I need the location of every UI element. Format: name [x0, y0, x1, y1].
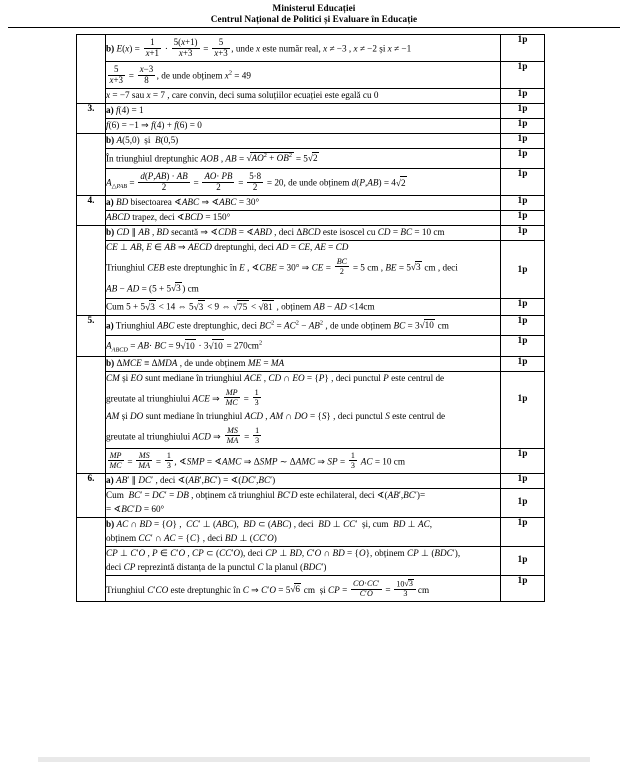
row-number-cell: 5.	[77, 315, 106, 356]
solution-table	[76, 34, 545, 602]
table-row	[77, 356, 545, 371]
solution-cell	[106, 299, 501, 315]
table-row	[77, 169, 545, 196]
solution-cell	[106, 546, 501, 575]
table-row	[77, 299, 545, 315]
solution-cell	[106, 448, 501, 473]
solution-cell	[106, 62, 501, 89]
points-cell: 1p	[501, 89, 545, 104]
points-cell: 1p	[501, 133, 545, 148]
points-cell: 1p	[501, 196, 545, 211]
points-cell	[501, 371, 545, 448]
solution-line: b) E(x) = $\frac{1}{x+1}$ · $\frac{5(x+1)}{x+3}$ = $\frac{5}{x+3}$ , unde x este număr real, x ≠ −3 , x ≠ −2 și x ≠ −1	[106, 37, 412, 59]
row-number-cell	[77, 35, 106, 104]
solution-cell	[106, 473, 501, 488]
points-cell: 1p	[501, 473, 545, 488]
solution-cell	[106, 35, 501, 62]
solution-cell	[106, 517, 501, 546]
points-cell: 1p	[501, 148, 545, 168]
points-cell	[501, 546, 545, 575]
solution-line: Cum 5 + 5√3 < 14 ⇔ 5√3 < 9 ⇔ √75 < √81 , obținem AB − AD <14cm	[106, 301, 375, 312]
points-cell: 1p	[501, 575, 545, 602]
points-cell: 1p	[501, 299, 545, 315]
solution-table-wrapper	[76, 34, 544, 602]
solution-line: a) BD bisectoarea ∢ABC ⇒ ∢ABC = 30°	[106, 197, 260, 208]
solution-cell	[106, 103, 501, 118]
solution-line: b) AC ∩ BD = {O} , CC′ ⊥ (ABC), BD ⊂ (ABC) , deci BD ⊥ CC′ și, cum BD ⊥ AC,	[106, 518, 432, 529]
table-row	[77, 118, 545, 133]
solution-line: greutate al triunghiului ACD ⇒ $\frac{MS}{MA}$ = $\frac{1}{3}$	[106, 425, 260, 445]
points-cell	[501, 488, 545, 517]
points-cell: 1p	[501, 103, 545, 118]
solution-cell	[106, 89, 501, 104]
solution-cell	[106, 169, 501, 196]
points-cell: 1p	[501, 169, 545, 196]
solution-line: AB − AD = (5 + 5√3 ) cm	[106, 283, 199, 294]
solution-line: b) ΔMCE ≡ ΔMDA , de unde obținem ME = MA	[106, 357, 285, 368]
solution-line: $A_{ABCD} = AB\cdot$ BC = $9√10 \cdot 3√10 = 270cm^2$	[106, 339, 263, 354]
solution-cell	[106, 575, 501, 602]
solution-line: $\frac{MP}{MC}$ = $\frac{MS}{MA}$ = $\frac{1}{3}$ , ∢SMP = ∢AMC ⇒ ΔSMP ∼ ΔAMC ⇒ SP = $\frac{1}{3}$ AC = 10 cm	[109, 450, 405, 470]
solution-line: b) CD ∥ AB , BD secantă ⇒ ∢CDB = ∢ABD , deci ΔBCD este isoscel cu CD = BC = 10 cm	[106, 226, 445, 237]
table-row	[77, 546, 545, 575]
table-row	[77, 371, 545, 448]
solution-line: CE ⊥ AB, E ∈ AB ⇒ AECD dreptunghi, deci AD = CE, AE = CD	[106, 241, 349, 252]
solution-cell	[106, 240, 501, 299]
points-cell: 1p	[501, 315, 545, 335]
header-center: Centrul Național de Politici și Evaluare în Educație	[210, 14, 418, 25]
table-row	[77, 575, 545, 602]
row-number-cell	[77, 517, 106, 601]
points-value: 1p	[517, 393, 528, 404]
solution-cell	[106, 211, 501, 226]
solution-line: Triunghiul C′CO este dreptunghic în C ⇒ C′O = 5√6 cm și CP = $\frac{CO\cdot CC'}{C'O}$ = $\frac{10√3}{3}$ cm	[106, 579, 430, 598]
row-number-cell	[77, 225, 106, 315]
table-row	[77, 196, 545, 211]
solution-cell	[106, 488, 501, 517]
solution-cell	[106, 315, 501, 335]
solution-line: Cum BC′ = DC′ = DB , obținem că triunghiul BC′D este echilateral, deci ∢(AB′,BC′)=	[106, 489, 426, 500]
table-row	[77, 315, 545, 335]
solution-line: $A_{\triangle PAB}$ = $\frac{d(P,AB) \cdot AB}{2}$ = $\frac{AO\cdot PB}{2}$ = $\frac{5\cdot 8}{2}$ = 20, de unde obținem d(P,AB) = 4√2	[106, 171, 406, 192]
solution-line: a) AB′ ∥ DC′ , deci ∢(AB′,BC′) = ∢(DC′,BC′)	[106, 474, 276, 485]
table-row	[77, 133, 545, 148]
row-number-cell	[77, 356, 106, 473]
table-row	[77, 211, 545, 226]
table-row	[77, 148, 545, 168]
points-value: 1p	[517, 554, 528, 565]
solution-line: greutate al triunghiului ACE ⇒ $\frac{MP}{MC}$ = $\frac{1}{3}$	[106, 387, 259, 407]
table-row	[77, 62, 545, 89]
table-row	[77, 488, 545, 517]
table-row	[77, 89, 545, 104]
solution-cell	[106, 118, 501, 133]
solution-line: CM și EO sunt mediane în triunghiul ACE , CD ∩ EO = {P} , deci punctul P este centrul de	[106, 372, 445, 383]
header-divider	[8, 27, 620, 28]
row-number-cell	[77, 133, 106, 195]
row-number-cell: 4.	[77, 196, 106, 226]
points-cell: 1p	[501, 35, 545, 62]
row-number-cell: 3.	[77, 103, 106, 133]
table-row	[77, 35, 545, 62]
points-cell: 1p	[501, 225, 545, 240]
points-cell: 1p	[501, 211, 545, 226]
solution-line: x = −7 sau x = 7 , care convin, deci suma soluțiilor ecuației este egală cu 0	[106, 90, 379, 100]
table-row	[77, 517, 545, 546]
solution-line: În triunghiul dreptunghic AOB , AB = $√AO^2 + OB^2 = 5√2$	[106, 152, 318, 164]
document-header	[0, 0, 628, 25]
solution-line: obținem CC′ ∩ AC = {C} , deci BD ⊥ (CC′O)	[106, 532, 277, 543]
solution-line: b) A(5,0) și B(0,5)	[106, 134, 179, 145]
solution-cell	[106, 371, 501, 448]
solution-line: a) Triunghiul ABC este dreptunghic, deci $BC^2 = AC^2 - AB^2$ , de unde obținem BC = 3√10 cm	[106, 319, 449, 331]
solution-line: ABCD trapez, deci ∢BCD = 150°	[106, 212, 231, 222]
points-cell	[501, 240, 545, 299]
solution-line: f(6) = −1 ⇒ f(4) + f(6) = 0	[106, 119, 202, 130]
solution-line: AM și DO sunt mediane în triunghiul ACD , AM ∩ DO = {S} , deci punctul S este centrul de	[106, 410, 446, 421]
solution-cell	[106, 356, 501, 371]
table-row	[77, 336, 545, 356]
table-row	[77, 448, 545, 473]
points-value: 1p	[517, 264, 528, 275]
points-cell: 1p	[501, 62, 545, 89]
points-cell: 1p	[501, 118, 545, 133]
table-row	[77, 103, 545, 118]
solution-line: $\frac{5}{x+3}$ = $\frac{x-3}{8}$ , de unde obținem $x^2 = 49$	[109, 64, 251, 85]
points-cell: 1p	[501, 448, 545, 473]
header-ministry: Ministerul Educației	[272, 3, 356, 13]
points-cell: 1p	[501, 336, 545, 356]
solution-line: = ∢BC′D = 60°	[106, 503, 165, 514]
points-cell: 1p	[501, 356, 545, 371]
solution-line: Triunghiul CEB este dreptunghic în E , ∢CBE = 30° ⇒ CE = $\frac{BC}{2}$ = 5 cm , BE = 5√3 cm , deci	[106, 256, 458, 276]
solution-cell	[106, 225, 501, 240]
bottom-decorative-band	[38, 757, 590, 762]
points-value: 1p	[517, 496, 528, 507]
solution-cell	[106, 133, 501, 148]
row-number-cell: 6.	[77, 473, 106, 517]
solution-cell	[106, 196, 501, 211]
table-row	[77, 225, 545, 240]
solution-line: CP ⊥ C′O , P ∈ C′O , CP ⊂ (CC′O), deci CP ⊥ BD, C′O ∩ BD = {O}, obținem CP ⊥ (BDC′),	[106, 547, 461, 558]
table-row	[77, 473, 545, 488]
solution-line: a) f(4) = 1	[106, 104, 144, 115]
solution-line: deci CP reprezintă distanța de la punctul C la planul (BDC′)	[106, 561, 327, 572]
table-row	[77, 240, 545, 299]
solution-cell	[106, 148, 501, 168]
points-cell: 1p	[501, 517, 545, 546]
solution-cell	[106, 336, 501, 356]
